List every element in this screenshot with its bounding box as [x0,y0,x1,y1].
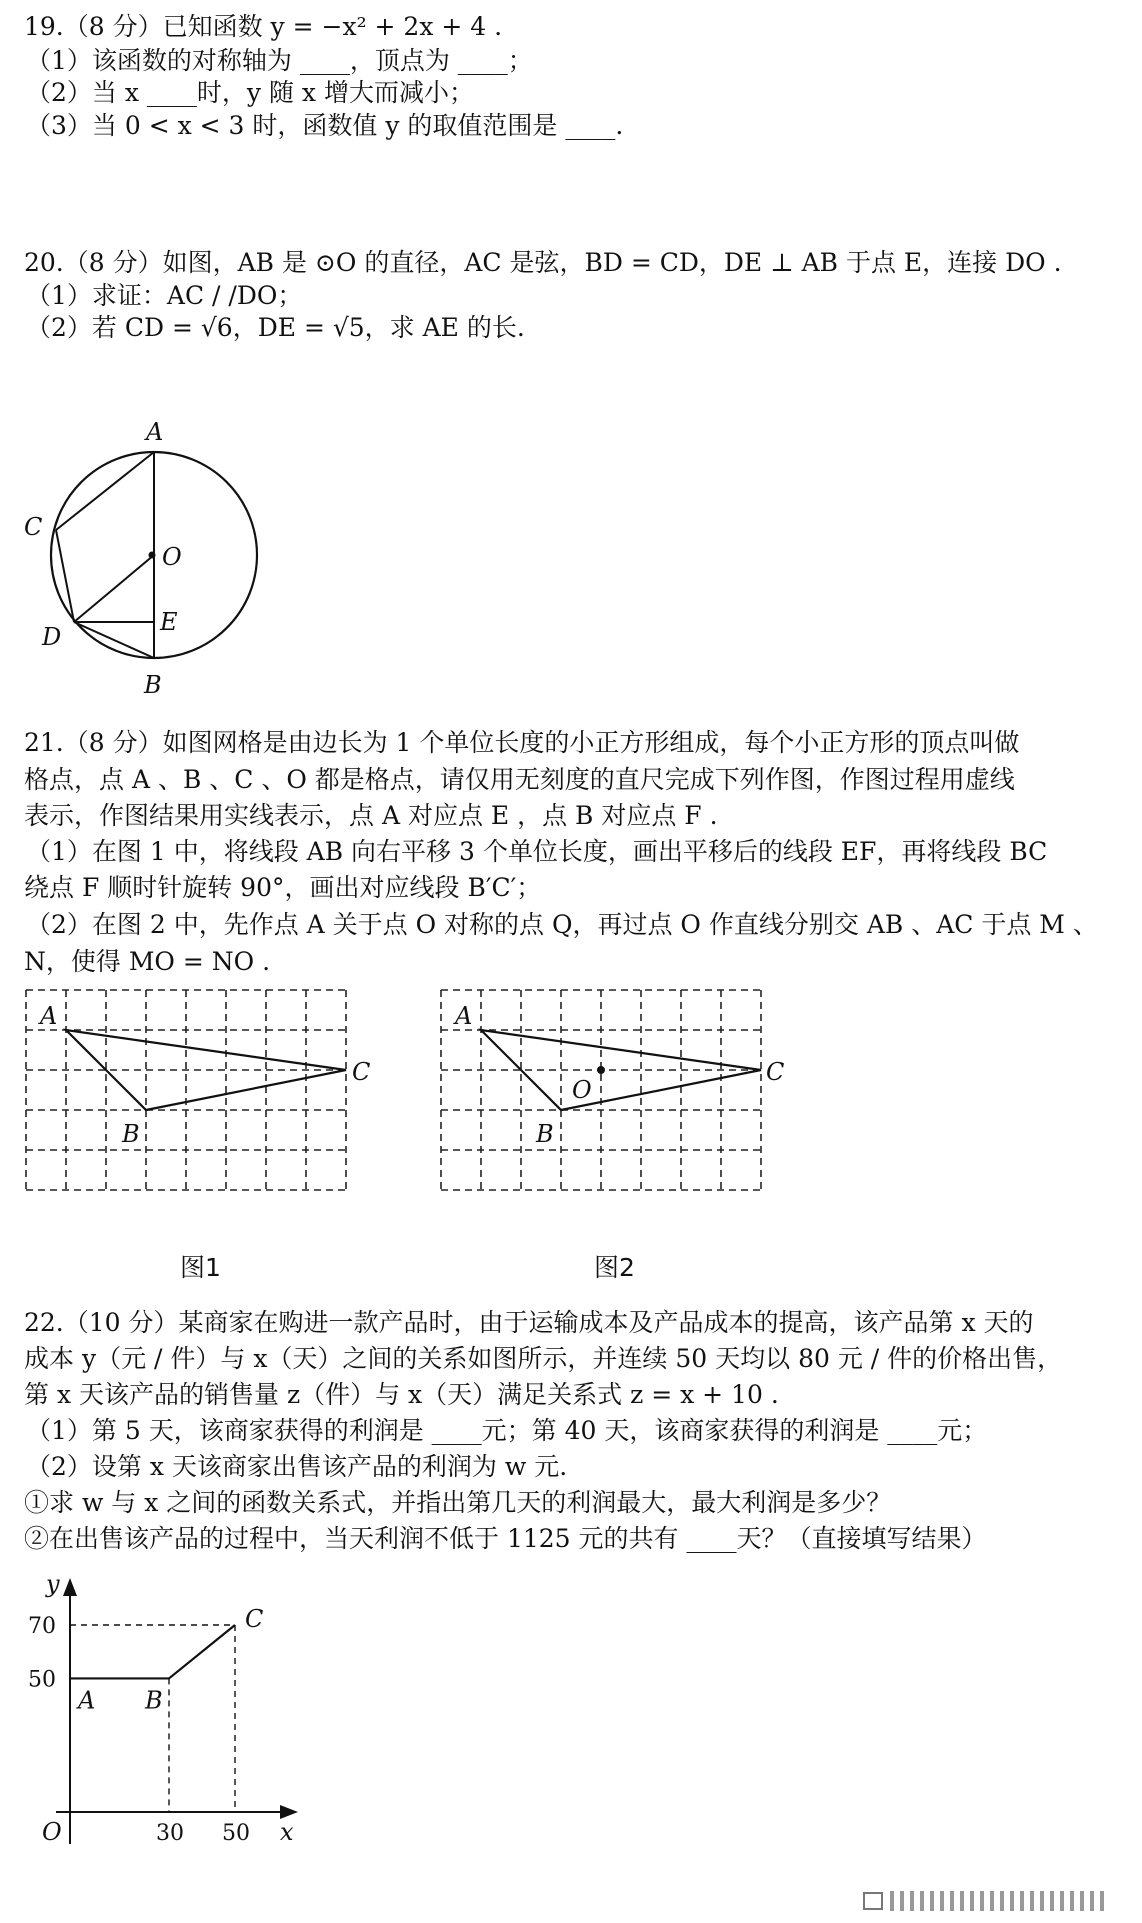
q22-line3: 第 x 天该产品的销售量 z（件）与 x（天）满足关系式 z = x + 10 . [24,1380,779,1409]
label-c: C [24,513,43,541]
chart-layer [28,1570,298,1846]
grid-lines-1 [26,990,346,1190]
origin-label: O [42,1818,62,1846]
label-b: B [144,671,162,699]
q22-line5: （2）设第 x 天该商家出售该产品的利润为 w 元. [26,1452,568,1481]
q21-line7: N，使得 MO = NO . [24,947,271,976]
center-dot [149,552,156,559]
label-o: O [162,543,182,571]
q21-line1: 21.（8 分）如图网格是由边长为 1 个单位长度的小正方形组成，每个小正方形的顶点叫做 [24,728,1020,757]
fig2-label-b: B [536,1120,554,1148]
watermark-icon [864,1889,1114,1913]
cost-chart [0,1560,320,1860]
y-axis-label: y [46,1570,60,1598]
q22-line1: 22.（10 分）某商家在购进一款产品时，由于运输成本及产品成本的提高，该产品第 x 天的 [24,1308,1034,1337]
x-tick-50: 50 [222,1821,250,1846]
fig1-label-c: C [352,1058,371,1086]
q22-line6: ①求 w 与 x 之间的函数关系式，并指出第几天的利润最大，最大利润是多少？ [24,1488,892,1517]
q19-part3: （3）当 0 < x < 3 时，函数值 y 的取值范围是 ____. [26,111,624,140]
cost-line [70,1625,235,1678]
fig2-caption: 图2 [594,1253,635,1282]
grid-figure-2 [400,985,800,1285]
x-axis-label: x [280,1818,294,1846]
label-e: E [160,608,178,636]
y-tick-50: 50 [28,1667,56,1693]
label-d: D [42,623,62,651]
grid-lines-2 [441,990,761,1190]
q22-line4: （1）第 5 天，该商家获得的利润是 ____元；第 40 天，该商家获得的利润是 ____元； [26,1416,988,1445]
q19-part1: （1）该函数的对称轴为 ____，顶点为 ____； [26,46,533,75]
y-tick-70: 70 [28,1614,56,1639]
q21-line5: 绕点 F 顺时针旋转 90°，画出对应线段 B′C′； [24,873,542,902]
fig1-label-b: B [122,1120,140,1148]
fig1-label-a: A [40,1002,58,1030]
q20-title: 20.（8 分）如图，AB 是 ⊙O 的直径，AC 是弦，BD = CD，DE ⊥ AB 于点 E，连接 DO . [24,248,1062,277]
x-axis-arrow-icon [280,1805,298,1819]
fig2-label-o: O [572,1076,592,1104]
point-o-dot [597,1066,605,1074]
fig2-label-c: C [766,1058,785,1086]
segment-do [74,555,154,622]
fig2-label-a: A [455,1002,473,1030]
y-axis-arrow-icon [63,1578,77,1596]
circle-figure [0,330,300,700]
grid-figure-1 [0,985,400,1285]
fig1-caption: 图1 [180,1253,221,1282]
label-a: A [146,418,164,446]
q21-line4: （1）在图 1 中，将线段 AB 向右平移 3 个单位长度，画出平移后的线段 EF，再将线段 BC [26,837,1048,866]
point-label-b: B [145,1686,163,1715]
q22-line7: ②在出售该产品的过程中，当天利润不低于 1125 元的共有 ____天？（直接填写结果） [24,1524,987,1553]
point-label-a: A [78,1686,96,1715]
q20-part1: （1）求证：AC / /DO； [26,281,303,310]
x-tick-30: 30 [156,1821,184,1846]
point-label-c: C [245,1605,264,1633]
q21-line6: （2）在图 2 中，先作点 A 关于点 O 对称的点 Q，再过点 O 作直线分别交 AB 、AC 于点 M 、 [26,910,1098,939]
q20-part2: （2）若 CD = √6，DE = √5，求 AE 的长. [26,313,525,342]
q22-line2: 成本 y（元 / 件）与 x（天）之间的关系如图所示，并连续 50 天均以 80 元 / 件的价格出售， [24,1344,1063,1373]
q19-part2: （2）当 x ____时，y 随 x 增大而减小； [26,78,474,107]
chord-db [74,622,154,658]
q19-title: 19.（8 分）已知函数 y = −x² + 2x + 4 . [24,12,503,41]
q21-line3: 表示，作图结果用实线表示，点 A 对应点 E ，点 B 对应点 F . [24,801,718,830]
q21-line2: 格点，点 A 、B 、C 、O 都是格点，请仅用无刻度的直尺完成下列作图，作图过程用虚线 [24,765,1015,794]
